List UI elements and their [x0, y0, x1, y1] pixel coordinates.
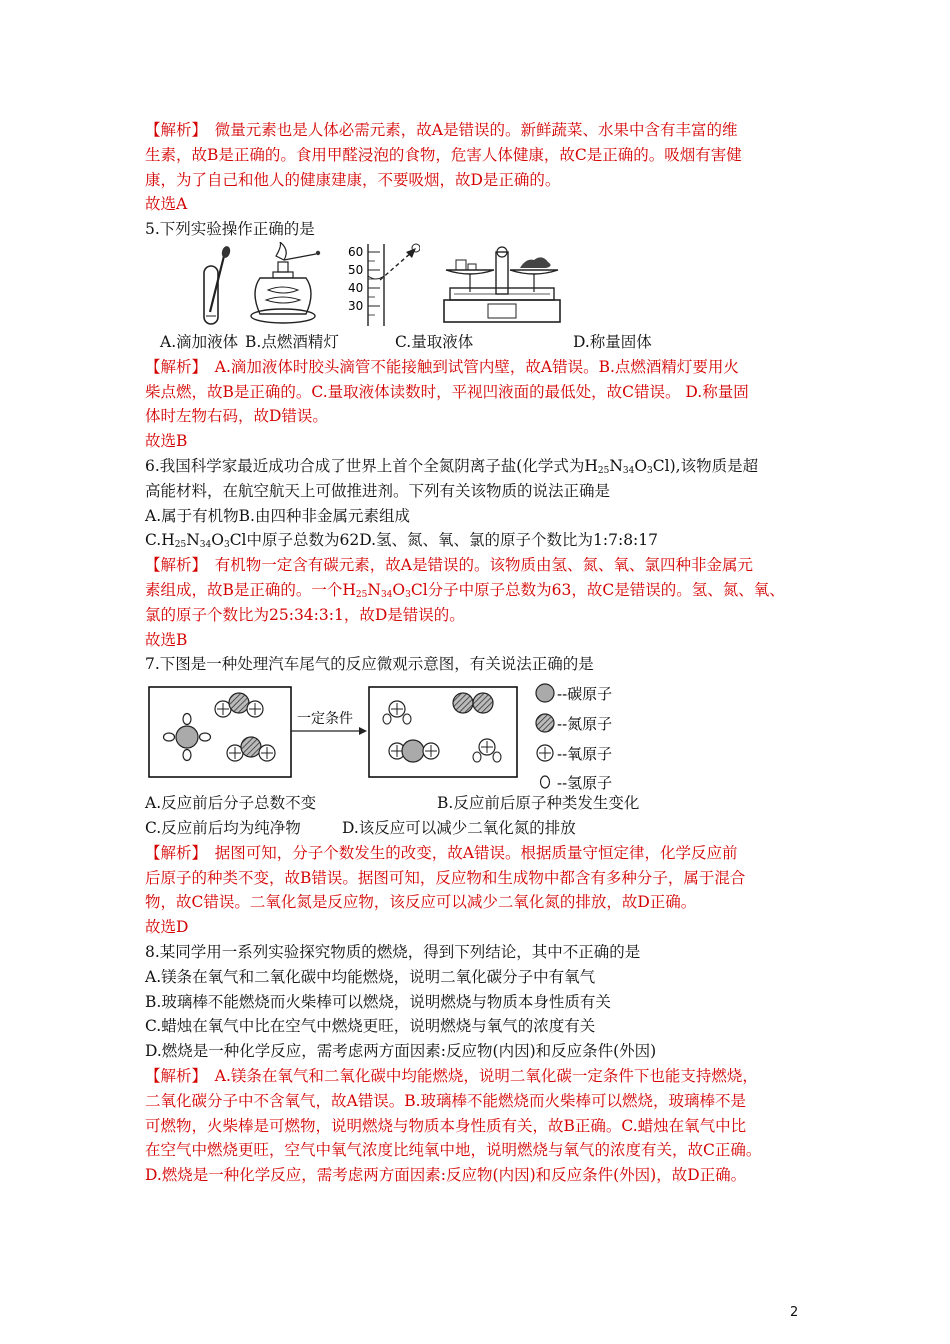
- q4-analysis-line: 康，为了自己和他人的健康建康，不要吸烟，故D是正确的。: [145, 170, 561, 189]
- option-label: B.玻璃棒不能燃烧而火柴棒可以燃烧，说明燃烧与物质本身性质有关: [145, 992, 611, 1011]
- n2-molecule: [453, 693, 493, 713]
- q6-analysis-line: 素组成，故B是正确的。一个$H_{25}N_{34}O_3Cl$分子中原子总数为63，故C是错误的。氢、氮、氧、: [145, 580, 785, 600]
- q8-analysis-line: 二氧化碳分子中不含氧气，故A错误。B.玻璃棒不能燃烧而火柴棒可以燃烧，玻璃棒不是: [145, 1091, 747, 1110]
- reaction-diagram: [145, 681, 815, 791]
- q6-stem-line: 6.我国科学家最近成功合成了世界上首个全氮阴离子盐(化学式为$H_{25}N_{34}O_3Cl$),该物质是超: [145, 456, 759, 476]
- legend-label: --氢原子: [557, 774, 613, 792]
- measuring-cylinder-figure: [340, 242, 420, 330]
- option-label: A.镁条在氧气和二氧化碳中均能燃烧，说明二氧化碳分子中有氧气: [145, 967, 596, 986]
- q7-stem: 7.下图是一种处理汽车尾气的反应微观示意图，有关说法正确的是: [145, 655, 594, 674]
- page-number: 2: [790, 1305, 799, 1320]
- arrow-label: 一定条件: [297, 711, 353, 728]
- q5-answer: 故选B: [145, 432, 188, 451]
- option-label: C.蜡烛在氧气中比在空气中燃烧更旺，说明燃烧与氧气的浓度有关: [145, 1017, 596, 1036]
- q6-answer: 故选B: [145, 630, 188, 649]
- option-label: C.量取液体: [395, 332, 474, 351]
- q7-answer: 故选D: [145, 918, 189, 937]
- option-label: D.该反应可以减少二氧化氮的排放: [342, 818, 576, 837]
- q4-analysis-line: 【解析】 微量元素也是人体必需元素，故A是错误的。新鲜蔬菜、水果中含有丰富的维: [145, 121, 738, 139]
- q4-answer: 故选A: [145, 195, 188, 214]
- nitrogen-atom-icon: [536, 714, 554, 732]
- analysis-tag: 【解析】: [145, 843, 200, 862]
- analysis-tag: 【解析】: [145, 1066, 200, 1085]
- reaction-microscopic-figure: [145, 681, 815, 791]
- q5-stem: 5.下列实验操作正确的是: [145, 220, 315, 239]
- option-label: B.点燃酒精灯: [245, 332, 339, 351]
- legend-label: --氧原子: [557, 745, 613, 764]
- option-label: D.称量固体: [573, 332, 652, 351]
- q8-analysis-line: 可燃物，火柴棒是可燃物，说明燃烧与物质本身性质有关，故B正确。C.蜡烛在氧气中比: [145, 1116, 747, 1135]
- hydrogen-atom-icon: [541, 776, 550, 788]
- q8-stem: 8.某同学用一系列实验探究物质的燃烧，得到下列结论，其中不正确的是: [145, 942, 641, 961]
- q7-options-ab: [145, 791, 815, 816]
- document-page: [145, 118, 815, 1188]
- legend-label: --碳原子: [557, 685, 613, 704]
- legend-label: --氮原子: [557, 715, 613, 734]
- co2-molecule: [389, 740, 439, 762]
- tick-label: 50: [348, 262, 364, 277]
- q7-analysis-line: 后原子的种类不变，故B错误。据图可知，反应物和生成物中都含有多种分子，属于混合: [145, 868, 746, 887]
- no2-molecule: [227, 737, 275, 761]
- tick-label: 30: [348, 298, 364, 313]
- water-molecule: [383, 701, 411, 724]
- q5-figures: [190, 242, 815, 330]
- alcohol-lamp-figure: [238, 242, 348, 330]
- q6-options-ab: A.属于有机物B.由四种非金属元素组成: [145, 506, 410, 525]
- q7-options-cd: [145, 816, 815, 841]
- balance-figure: [440, 244, 570, 330]
- analysis-tag: 【解析】: [145, 121, 200, 139]
- q8-analysis-line: 【解析】 A.镁条在氧气和二氧化碳中均能燃烧，说明二氧化碳一定条件下也能支持燃烧，: [145, 1066, 758, 1085]
- option-label: D.燃烧是一种化学反应，需考虑两方面因素:反应物(内因)和反应条件(外因): [145, 1042, 657, 1061]
- option-label: B.反应前后原子种类发生变化: [437, 794, 640, 813]
- q7-analysis-line: 物，故C错误。二氧化氮是反应物，该反应可以减少二氧化氮的排放，故D正确。: [145, 893, 697, 912]
- analysis-tag: 【解析】: [145, 556, 200, 575]
- tick-label: 40: [348, 280, 364, 295]
- no2-molecule: [215, 693, 263, 717]
- option-label: A.反应前后分子总数不变: [145, 794, 317, 813]
- analysis-tag: 【解析】: [145, 357, 200, 376]
- q7-analysis-line: 【解析】 据图可知，分子个数发生的改变，故A错误。根据质量守恒定律，化学反应前: [145, 843, 738, 862]
- q4-analysis-line: 生素，故B是正确的。食用甲醛浸泡的食物，危害人体健康，故C是正确的。吸烟有害健: [145, 145, 742, 164]
- q6-analysis-line: 【解析】 有机物一定含有碳元素，故A是错误的。该物质由氢、氮、氧、氯四种非金属元: [145, 556, 753, 575]
- q5-analysis-line: 体时左物右码，故D错误。: [145, 407, 328, 426]
- q8-analysis-line: D.燃烧是一种化学反应，需考虑两方面因素:反应物(内因)和反应条件(外因)，故D正确。: [145, 1166, 747, 1185]
- water-molecule: [473, 739, 501, 762]
- q5-analysis-line: 柴点燃，故B是正确的。C.量取液体读数时，平视凹液面的最低处，故C错误。 D.称量固: [145, 382, 749, 401]
- q6-stem-line: 高能材料，在航空航天上可做推进剂。下列有关该物质的说法正确是: [145, 481, 611, 500]
- q8-analysis-line: 在空气中燃烧更旺，空气中氧气浓度比纯氧中地，说明燃烧与氧气的浓度有关，故C正确。: [145, 1141, 762, 1160]
- option-label: A.滴加液体: [160, 332, 239, 351]
- tick-label: 60: [348, 244, 364, 259]
- carbon-atom-icon: [536, 684, 554, 702]
- option-label: C.反应前后均为纯净物: [145, 818, 301, 837]
- q6-analysis-line: 氯的原子个数比为25:34:3:1，故D是错误的。: [145, 605, 465, 624]
- q5-analysis-line: 【解析】 A.滴加液体时胶头滴管不能接触到试管内壁，故A错误。B.点燃酒精灯要用火: [145, 357, 739, 376]
- q5-options: [145, 330, 815, 355]
- q6-options-cd: $C.H_{25}N_{34}O_3Cl$中原子总数为62D.氢、氮、氧、氯的原子个数比为1:7:8:17: [145, 531, 659, 551]
